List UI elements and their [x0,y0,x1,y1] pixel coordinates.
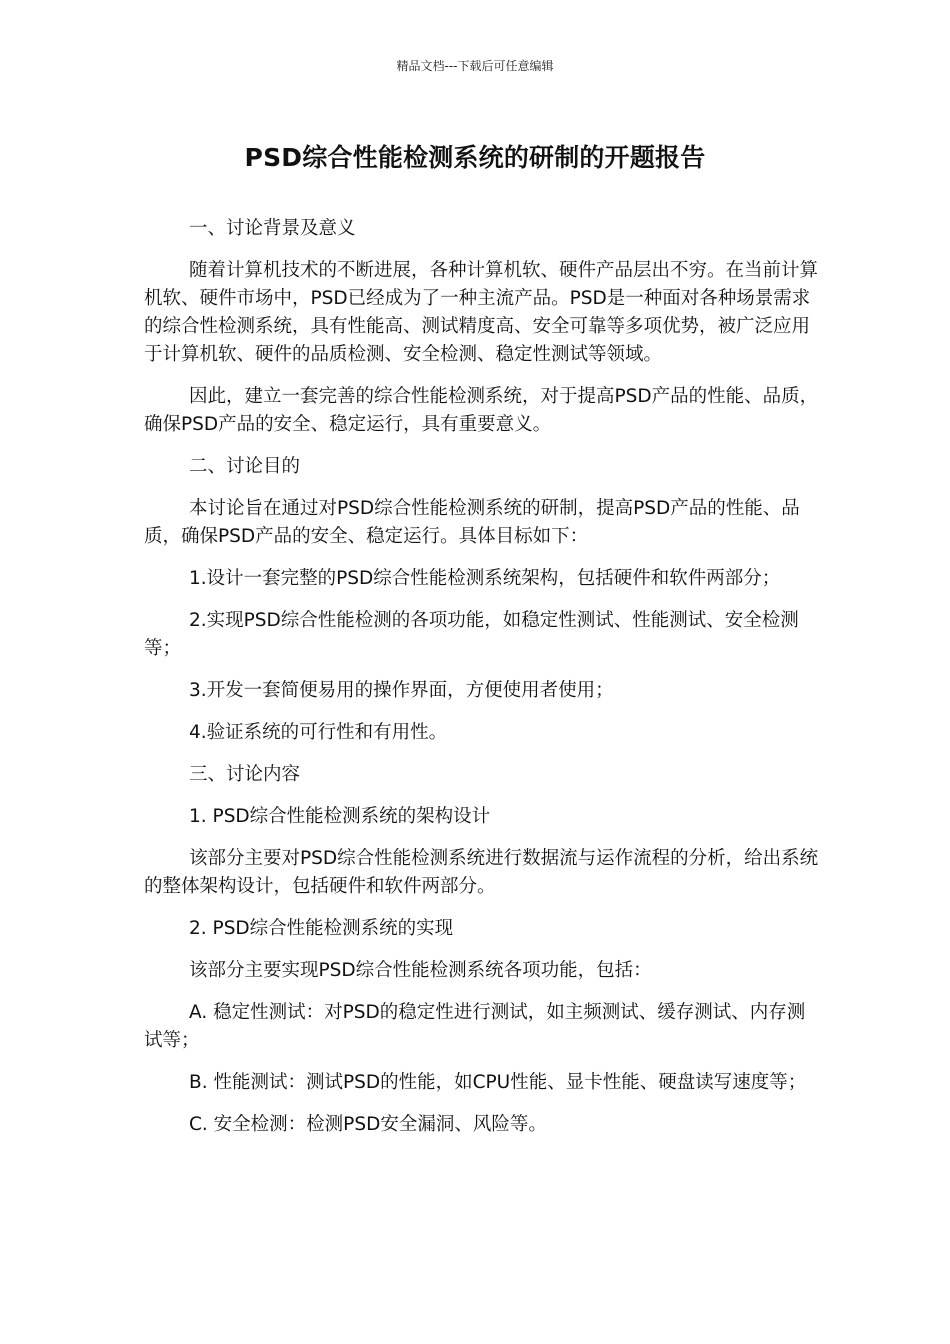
paragraph-significance: 因此，建立一套完善的综合性能检测系统，对于提高PSD产品的性能、品质，确保PSD产品的安全、稳定运行，具有重要意义。 [144,386,819,435]
header-note: 精品文档---下载后可任意编辑 [396,59,554,73]
section-heading-content: 三、讨论内容 [189,764,301,785]
paragraph-purpose: 本讨论旨在通过对PSD综合性能检测系统的研制，提高PSD产品的性能、品质，确保PSD产品的安全、稳定运行。具体目标如下： [144,498,800,547]
paragraph-background: 随着计算机技术的不断进展，各种计算机软、硬件产品层出不穷。在当前计算机软、硬件市场中，PSD已经成为了一种主流产品。PSD是一种面对各种场景需求的综合性检测系统，具有性能高、测试精度高、安全可靠等多项优势，被广泛应用于计算机软、硬件的品质检测、安全检测、稳定性测试等领域。 [144,260,819,365]
goal-item-1: 1.设计一套完整的PSD综合性能检测系统架构，包括硬件和软件两部分； [189,568,781,589]
goal-item-2: 2.实现PSD综合性能检测的各项功能，如稳定性测试、性能测试、安全检测等； [144,610,799,659]
paragraph-architecture: 该部分主要对PSD综合性能检测系统进行数据流与运作流程的分析，给出系统的整体架构设计，包括硬件和软件两部分。 [144,848,819,897]
goal-item-4: 4.验证系统的可行性和有用性。 [189,722,448,743]
paragraph-implementation: 该部分主要实现PSD综合性能检测系统各项功能，包括： [189,960,652,981]
subsection-heading-architecture: 1. PSD综合性能检测系统的架构设计 [189,806,491,827]
section-heading-background: 一、讨论背景及意义 [189,218,356,239]
section-heading-purpose: 二、讨论目的 [189,456,301,477]
feature-item-performance: B. 性能测试：测试PSD的性能，如CPU性能、显卡性能、硬盘读写速度等； [189,1072,807,1093]
document-body [144,215,819,1153]
feature-item-security: C. 安全检测：检测PSD安全漏洞、风险等。 [189,1114,547,1135]
feature-item-stability: A. 稳定性测试：对PSD的稳定性进行测试，如主频测试、缓存测试、内存测试等； [144,1002,806,1051]
document-title: PSD综合性能检测系统的研制的开题报告 [244,143,706,172]
goal-item-3: 3.开发一套简便易用的操作界面，方便使用者使用； [189,680,614,701]
subsection-heading-implementation: 2. PSD综合性能检测系统的实现 [189,918,454,939]
